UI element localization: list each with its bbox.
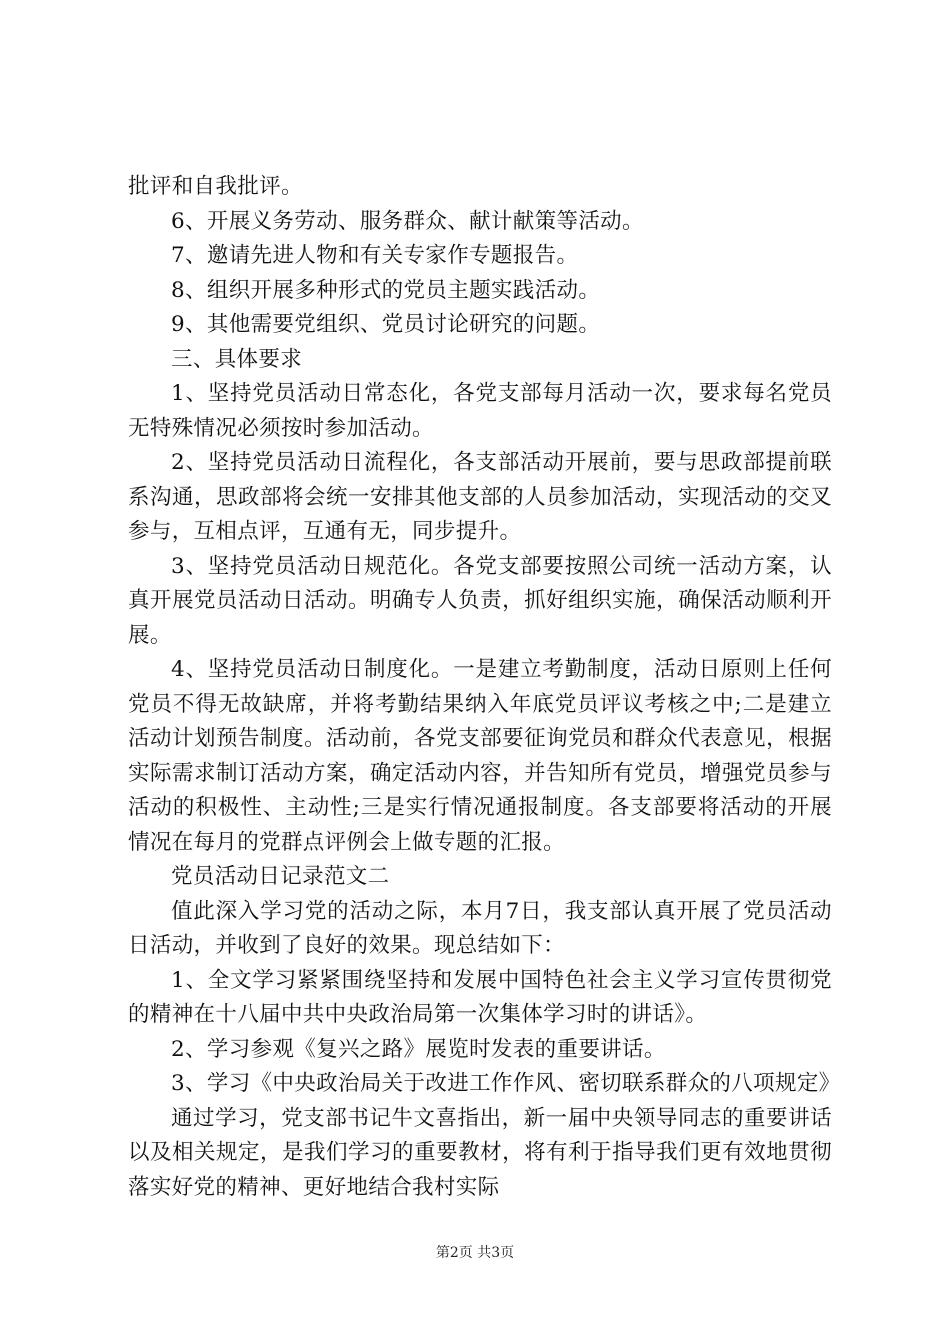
paragraph: 9、其他需要党组织、党员讨论研究的问题。 bbox=[171, 312, 601, 337]
section-heading: 党员活动日记录范文二 bbox=[171, 864, 390, 889]
document-body bbox=[128, 170, 841, 1205]
paragraph: 2、学习参观《复兴之路》展览时发表的重要讲话。 bbox=[171, 1036, 666, 1062]
paragraph: 3、学习《中央政治局关于改进工作作风、密切联系群众的八项规定》 bbox=[171, 1071, 841, 1096]
section-heading: 三、具体要求 bbox=[171, 346, 303, 372]
paragraph: 1、坚持党员活动日常态化，各党支部每月活动一次，要求每名党员无特殊情况必须按时参加活动。 bbox=[128, 381, 832, 441]
paragraph: 通过学习，党支部书记牛文喜指出，新一届中央领导同志的重要讲话以及相关规定，是我们学习的重要教材，将有利于指导我们更有效地贯彻落实好党的精神、更好地结合我村实际 bbox=[128, 1105, 832, 1200]
page-footer: 第2页 共3页 bbox=[435, 1245, 515, 1261]
paragraph: 6、开展义务劳动、服务群众、献计献策等活动。 bbox=[171, 208, 644, 234]
paragraph: 4、坚持党员活动日制度化。一是建立考勤制度，活动日原则上任何党员不得无故缺席，并将考勤结果纳入年底党员评议考核之中;二是建立活动计划预告制度。活动前，各党支部要征询党员和群众代表意见，根据实际需求制订活动方案，确定活动内容，并告知所有党员，增强党员参与活动的积极性、主动性;三是实行情况通报制度。各支部要将活动的开展情况在每月的党群点评例会上做专题的汇报。 bbox=[128, 657, 832, 855]
paragraph: 批评和自我批评。 bbox=[128, 174, 303, 199]
paragraph: 8、组织开展多种形式的党员主题实践活动。 bbox=[171, 277, 601, 303]
paragraph: 值此深入学习党的活动之际，本月7日，我支部认真开展了党员活动日活动，并收到了良好的效果。现总结如下： bbox=[128, 898, 832, 958]
paragraph: 3、坚持党员活动日规范化。各党支部要按照公司统一活动方案，认真开展党员活动日活动。明确专人负责，抓好组织实施，确保活动顺利开展。 bbox=[128, 553, 832, 648]
paragraph: 7、邀请先进人物和有关专家作专题报告。 bbox=[171, 243, 579, 268]
paragraph: 2、坚持党员活动日流程化，各支部活动开展前，要与思政部提前联系沟通，思政部将会统一安排其他支部的人员参加活动，实现活动的交叉参与，互相点评，互通有无，同步提升。 bbox=[128, 450, 832, 544]
paragraph: 1、全文学习紧紧围绕坚持和发展中国特色社会主义学习宣传贯彻党的精神在十八届中共中央政治局第一次集体学习时的讲话》。 bbox=[128, 967, 832, 1027]
